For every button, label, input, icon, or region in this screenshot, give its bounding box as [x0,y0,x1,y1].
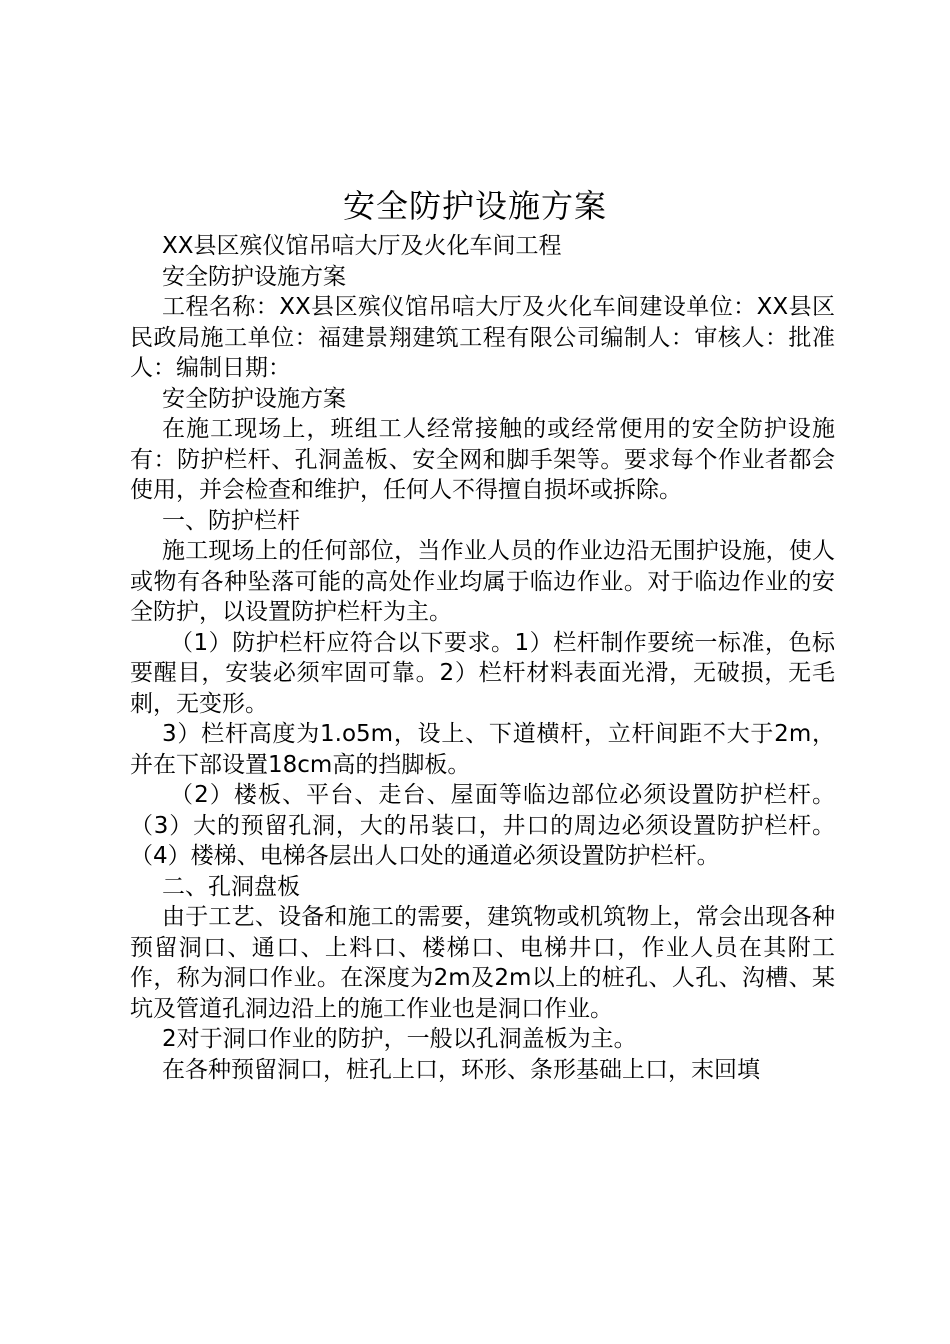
paragraph-subtitle: 安全防护设施方案 [162,263,346,290]
heading-guardrail: 一、防护栏杆 [162,507,300,534]
paragraph-project-name: XX县区殡仪馆吊唁大厅及火化车间工程 [162,233,562,259]
paragraph-project-info: 工程名称：XX县区殡仪馆吊唁大厅及火化车间建设单位：XX县区民政局施工单位：福建景翔建筑工程有限公司编制人：审核人：批准人：编制日期： [130,294,835,381]
paragraph-section-heading: 安全防护设施方案 [162,385,346,412]
paragraph-guardrail-locations: （2）楼板、平台、走台、屋面等临边部位必须设置防护栏杆。（3）大的预留孔洞，大的吊装口，井口的周边必须设置防护栏杆。（4）楼梯、电梯各层出人口处的通道必须设置防护栏杆。 [130,782,835,869]
heading-hole-cover: 二、孔洞盘板 [162,873,300,900]
paragraph-opening-work: 由于工艺、设备和施工的需要，建筑物或机筑物上，常会出现各种预留洞口、通口、上料口、楼梯口、电梯井口，作业人员在其附工作，称为洞口作业。在深度为2m及2m以上的桩孔、人孔、沟槽、某坑及管道孔洞边沿上的施工作业也是洞口作业。 [130,904,835,1022]
paragraph-opening-protection: 2对于洞口作业的防护，一般以孔洞盖板为主。 [162,1026,637,1052]
paragraph-intro: 在施工现场上，班组工人经常接触的或经常便用的安全防护设施有：防护栏杆、孔洞盖板、安全网和脚手架等。要求每个作业者都会使用，并会检查和维护，任何人不得擅自损坏或拆除。 [130,416,835,503]
paragraph-edge-work: 施工现场上的任何部位，当作业人员的作业边沿无围护设施，使人或物有各种坠落可能的高处作业均属于临边作业。对于临边作业的安全防护，以设置防护栏杆为主。 [130,538,835,625]
paragraph-guardrail-height: 3）栏杆高度为1.o5m，设上、下道横杆，立杆间距不大于2m，并在下部设置18cm高的挡脚板。 [130,721,835,778]
paragraph-opening-details: 在各种预留洞口，桩孔上口，环形、条形基础上口，末回填 [162,1056,760,1083]
document-title: 安全防护设施方案 [342,187,607,225]
paragraph-guardrail-requirements: （1）防护栏杆应符合以下要求。1）栏杆制作要统一标准，色标要醒目，安装必须牢固可靠。2）栏杆材料表面光滑，无破损，无毛刺，无变形。 [130,629,835,717]
document-body [130,231,835,1085]
